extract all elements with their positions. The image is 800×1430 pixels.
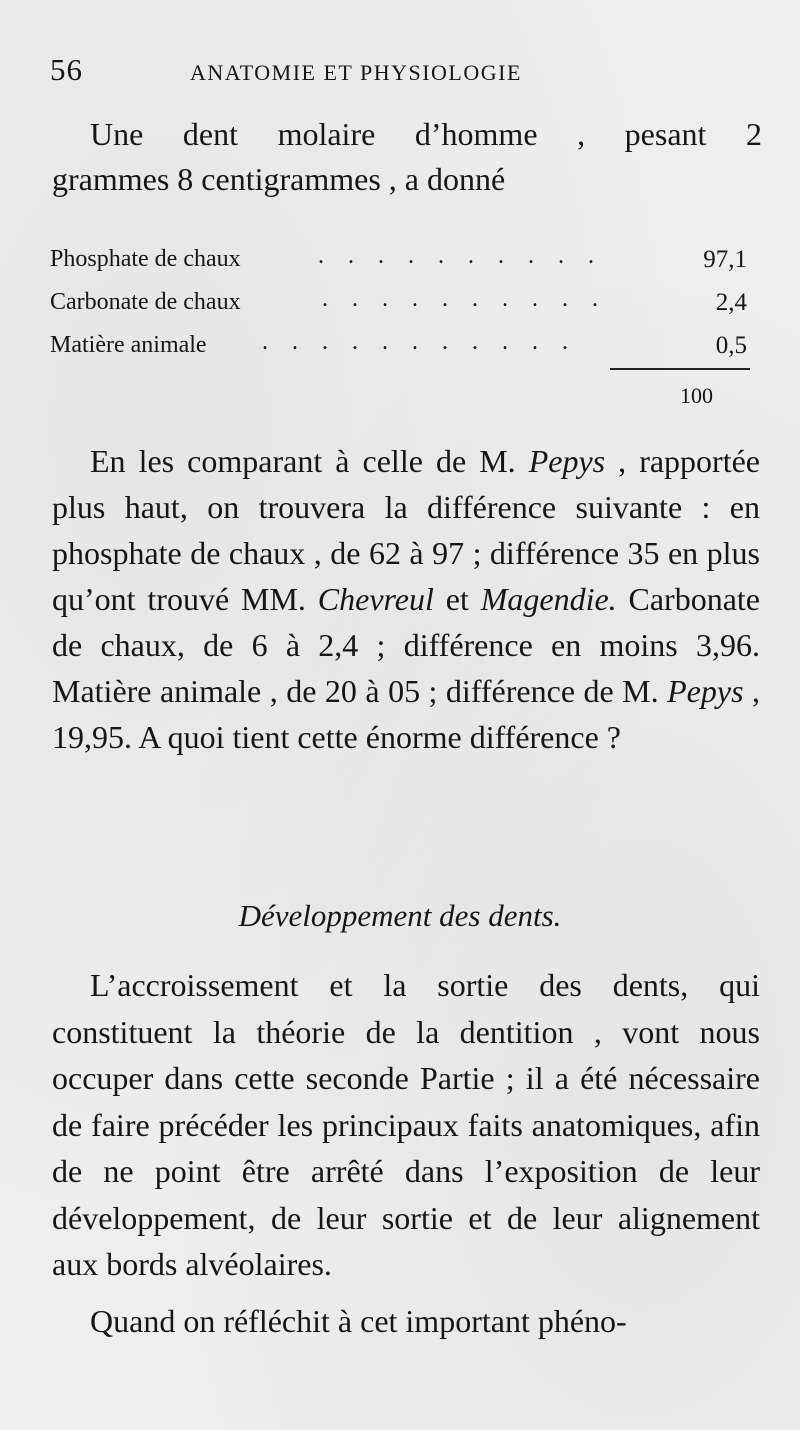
component-name: Matière animale xyxy=(50,332,207,358)
text-run: et xyxy=(433,581,481,617)
component-value: 2,4 xyxy=(715,289,747,316)
table-row xyxy=(50,238,755,281)
composition-table xyxy=(50,238,755,408)
text-run: Carbonate de chaux, de 6 à 2,4 ; différence en moins 3,96. Matière animale , de 20 à 05 ; différence de M. xyxy=(52,581,761,709)
author-name: Magendie. xyxy=(480,581,617,617)
comparison-paragraph xyxy=(52,438,760,760)
leader-dots: . . . . . . . . . . xyxy=(322,286,607,312)
lead-paragraph xyxy=(52,112,762,202)
paragraph-text xyxy=(52,438,760,760)
author-name: Chevreul xyxy=(317,581,434,617)
paragraph-text: Quand on réfléchit à cet important phéno- xyxy=(90,1302,627,1339)
component-value: 97,1 xyxy=(703,246,747,273)
paragraph-text: L’accroissement et la sortie des dents, qui constituent la théorie de la dentition , vont nous occuper dans cette seconde Partie ; il a été nécessaire de faire précéder les principaux faits anatomiques, afin de ne point être arrêté dans l’exposition de leur développement, de leur sortie et de leur alignement aux bords alvéolaires. xyxy=(52,967,760,1282)
lead-line-1: Une dent molaire d’homme , pesant 2 xyxy=(90,116,762,152)
table-total: 100 xyxy=(680,383,713,408)
component-value: 0,5 xyxy=(715,332,747,359)
page-number: 56 xyxy=(50,52,83,87)
sum-rule xyxy=(610,368,750,370)
running-title: ANATOMIE ET PHYSIOLOGIE xyxy=(190,60,522,85)
dentition-text xyxy=(52,962,760,1344)
page-header xyxy=(50,50,760,100)
lead-line-2: grammes 8 centigrammes , a donné xyxy=(52,161,506,197)
text-run: , 19,95. A quoi tient cette énorme différence ? xyxy=(52,673,761,755)
leader-dots: . . . . . . . . . . . xyxy=(262,329,577,355)
section-heading: Développement des dents. xyxy=(238,898,562,933)
author-name: Pepys xyxy=(528,443,606,479)
component-name: Carbonate de chaux xyxy=(50,289,241,315)
table-row xyxy=(50,324,755,367)
table-row xyxy=(50,281,755,324)
text-run: , rapportée plus haut, on trouvera la différence suivante : en phosphate de chaux , de 62 à 97 ; différence 35 en plus qu’ont trouvé MM. xyxy=(52,443,761,617)
text-run: En les comparant à celle de M. xyxy=(90,443,529,479)
component-name: Phosphate de chaux xyxy=(50,246,241,272)
author-name: Pepys xyxy=(667,673,744,709)
leader-dots: . . . . . . . . . . xyxy=(318,243,603,269)
